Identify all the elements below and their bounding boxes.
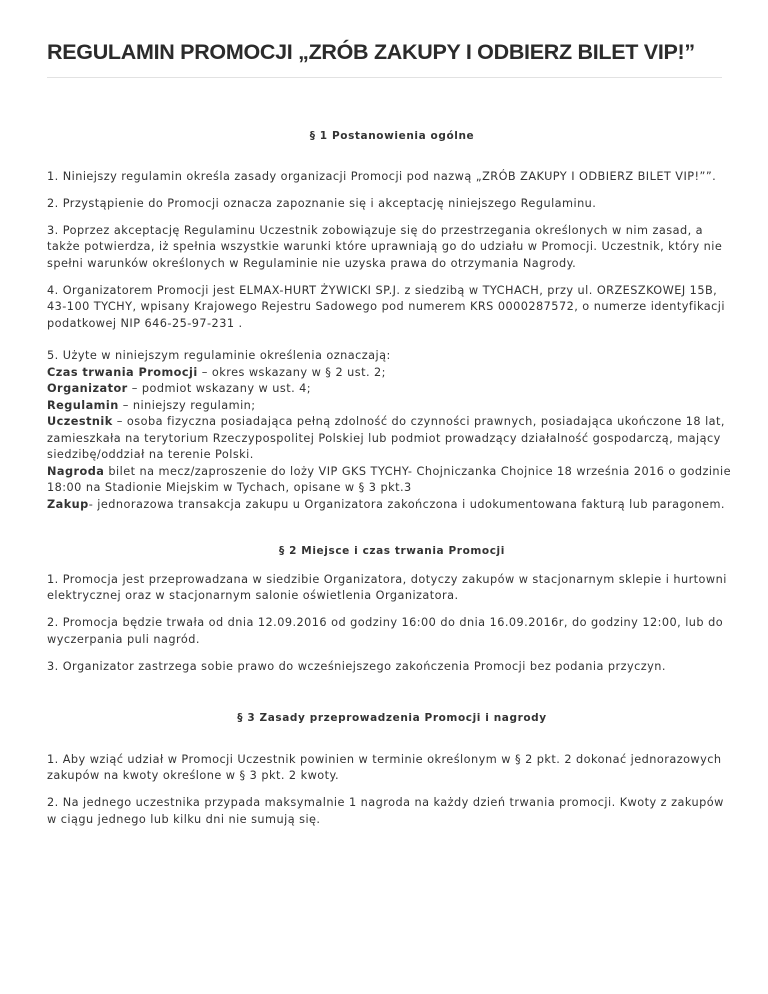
section-3-heading: § 3 Zasady przeprowadzenia Promocji i nagrody — [237, 712, 547, 724]
section-1-paragraph-3: 3. Poprzez akceptację Regulaminu Uczestnik zobowiązuje się do przestrzegania określonych w nim zasad, a także potwierdza, iż spełnia wszystkie warunki które uprawniają go do udziału w Promocji. Uczestnik, który nie spełni warunków określonych w Regulaminie nie uzyska prawa do otrzymania Nagrody. — [47, 223, 723, 270]
title-divider — [47, 77, 722, 78]
definition-text: bilet na mecz/zaproszenie do loży VIP GKS TYCHY- Chojniczanka Chojnice 18 września 2016 o godzinie 18:00 na Stadionie Miejskim w Tychach, opisane w § 3 pkt.3 — [47, 464, 732, 494]
definition-item — [47, 497, 737, 514]
definitions-list — [47, 348, 737, 513]
section-1-paragraph-4: 4. Organizatorem Promocji jest ELMAX-HURT ŻYWICKI SP.J. z siedzibą w TYCHACH, przy ul. ORZESZKOWEJ 15B, 43-100 TYCHY, wpisany Krajowego Rejestru Sadowego pod numerem KRS 0000287572, o numerze identyfikacji podatkowej NIP 646-25-97-231 . — [47, 283, 725, 330]
definition-item — [47, 464, 737, 497]
definition-item — [47, 398, 737, 415]
definition-term: Czas trwania Promocji — [47, 365, 198, 379]
definition-term: Regulamin — [47, 398, 119, 412]
section-1-paragraph-1: 1. Niniejszy regulamin określa zasady organizacji Promocji pod nazwą „ZRÓB ZAKUPY I ODBIERZ BILET VIP!””. — [47, 169, 717, 183]
definition-term: Zakup — [47, 497, 89, 511]
definition-text: - jednorazowa transakcja zakupu u Organizatora zakończona i udokumentowana fakturą lub paragonem. — [88, 497, 725, 511]
section-1-paragraph-2: 2. Przystąpienie do Promocji oznacza zapoznanie się i akceptację niniejszego Regulaminu. — [47, 196, 597, 210]
section-2-heading: § 2 Miejsce i czas trwania Promocji — [279, 545, 505, 557]
definition-text: – okres wskazany w § 2 ust. 2; — [197, 365, 386, 379]
definition-term: Nagroda — [47, 464, 105, 478]
section-2-paragraph-2: 2. Promocja będzie trwała od dnia 12.09.2016 od godziny 16:00 do dnia 16.09.2016r, do godziny 12:00, lub do wyczerpania puli nagród. — [47, 616, 724, 646]
section-1-heading: § 1 Postanowienia ogólne — [309, 130, 475, 142]
definition-term: Uczestnik — [47, 415, 113, 428]
section-2-paragraph-1: 1. Promocja jest przeprowadzana w siedzibie Organizatora, dotyczy zakupów w stacjonarnym sklepie i hurtowni elektrycznej oraz w stacjonarnym salonie oświetlenia Organizatora. — [47, 572, 727, 602]
definition-text: – podmiot wskazany w ust. 4; — [127, 382, 312, 395]
definition-item — [47, 381, 737, 398]
definition-item — [47, 414, 737, 464]
definition-text: – osoba fizyczna posiadająca pełną zdolność do czynności prawnych, posiadająca ukończone 18 lat, zamieszkała na terytorium Rzeczypospolitej Polskiej lub podmiot prowadzący działalność gospodarczą, mający siedzibę/oddział na terenie Polski. — [47, 415, 725, 461]
section-3-paragraph-1: 1. Aby wziąć udział w Promocji Uczestnik powinien w terminie określonym w § 2 pkt. 2 dokonać jednorazowych zakupów na kwoty określone w § 3 pkt. 2 kwoty. — [47, 752, 722, 782]
document-body — [47, 128, 737, 839]
definition-text: – niniejszy regulamin; — [118, 398, 256, 412]
document-title: REGULAMIN PROMOCJI „ZRÓB ZAKUPY I ODBIERZ BILET VIP!” — [47, 40, 695, 64]
section-2-paragraph-3: 3. Organizator zastrzega sobie prawo do wcześniejszego zakończenia Promocji bez podania przyczyn. — [47, 659, 666, 673]
definition-term: Organizator — [47, 382, 128, 395]
definition-item — [47, 365, 737, 382]
definitions-intro: 5. Użyte w niniejszym regulaminie określenia oznaczają: — [47, 349, 391, 362]
section-3-paragraph-2: 2. Na jednego uczestnika przypada maksymalnie 1 nagroda na każdy dzień trwania promocji. Kwoty z zakupów w ciągu jednego lub kilku dni nie sumują się. — [47, 796, 724, 826]
